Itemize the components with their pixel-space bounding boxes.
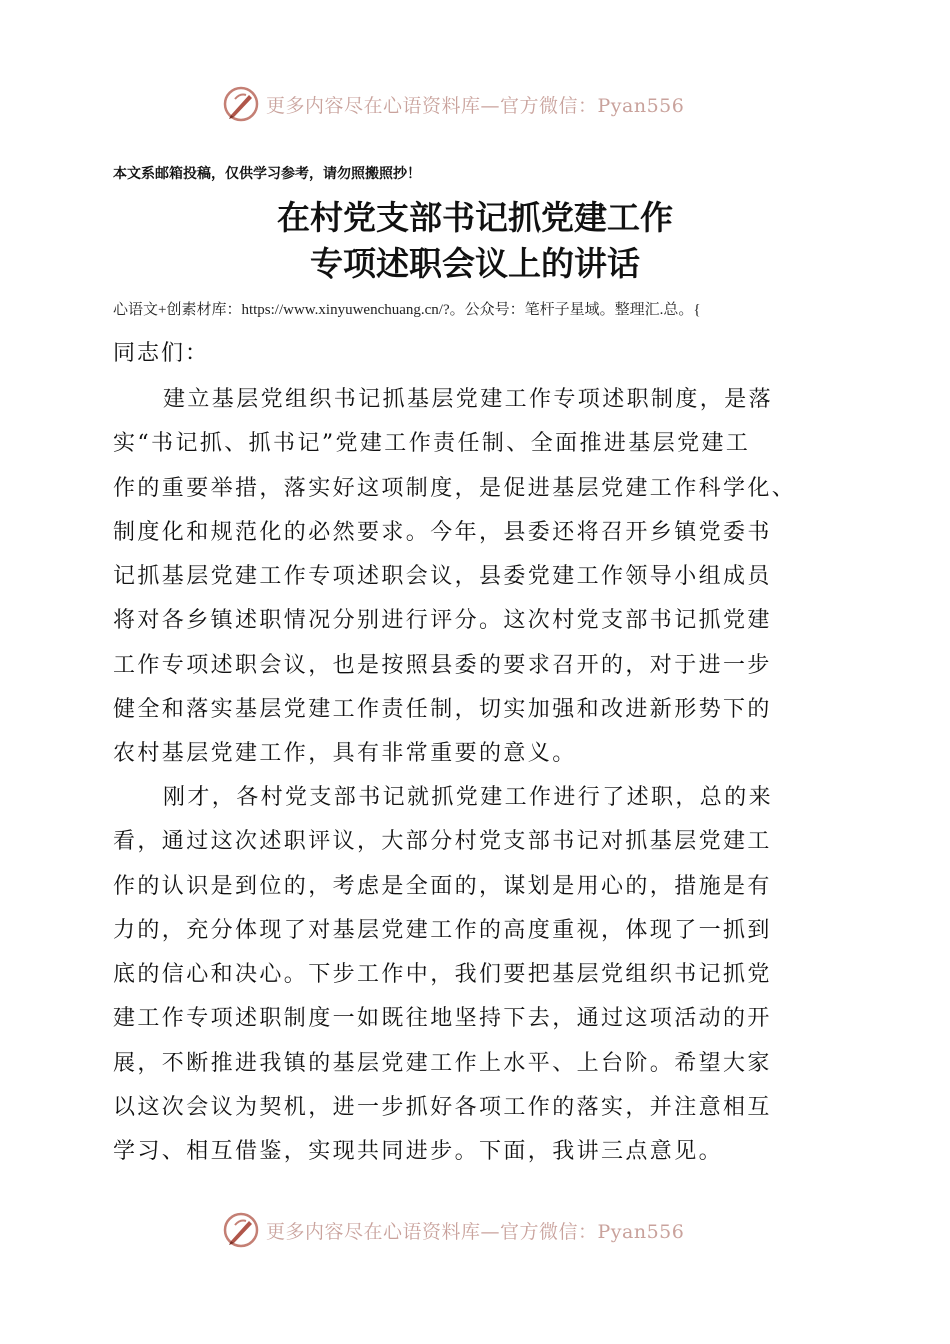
header-banner	[222, 84, 742, 124]
paragraph-line: 力的，充分体现了对基层党建工作的高度重视，体现了一抓到	[113, 917, 772, 943]
paragraph-line: 作的认识是到位的，考虑是全面的，谋划是用心的，措施是有	[113, 873, 772, 899]
paragraph-line: 建立基层党组织书记抓基层党建工作专项述职制度，是落	[163, 387, 774, 412]
paragraph-line: 以这次会议为契机，进一步抓好各项工作的落实，并注意相互	[113, 1095, 772, 1121]
paragraph-line: 健全和落实基层党建工作责任制，切实加强和改进新形势下的	[113, 697, 772, 723]
footer-banner	[222, 1210, 742, 1250]
pen-logo-icon	[222, 1211, 260, 1249]
footer-banner-text: 更多内容尽在心语资料库—官方微信：Pyan556	[266, 1220, 685, 1243]
paragraph-2	[113, 776, 833, 1175]
paragraph-1	[113, 378, 833, 777]
document-title-line-1: 在村党支部书记抓党建工作	[277, 198, 673, 237]
paragraph-line: 学习、相互借鉴，实现共同进步。下面，我讲三点意见。	[113, 1139, 724, 1165]
paragraph-line: 作的重要举措，落实好这项制度，是促进基层党建工作科学化、	[113, 475, 797, 501]
salutation: 同志们：	[113, 341, 210, 366]
paragraph-line: 刚才，各村党支部书记就抓党建工作进行了述职，总的来	[163, 785, 774, 810]
paragraph-line: 制度化和规范化的必然要求。今年，县委还将召开乡镇党委书	[113, 519, 772, 545]
paragraph-line: 农村基层党建工作，具有非常重要的意义。	[113, 741, 577, 767]
paragraph-line: 实“书记抓、抓书记”党建工作责任制、全面推进基层党建工	[113, 431, 751, 457]
paragraph-line: 看，通过这次述职评议，大部分村党支部书记对抓基层党建工	[113, 829, 772, 855]
paragraph-line: 工作专项述职会议，也是按照县委的要求召开的，对于进一步	[113, 652, 772, 678]
paragraph-line: 将对各乡镇述职情况分别进行评分。这次村党支部书记抓党建	[113, 608, 772, 634]
paragraph-line: 底的信心和决心。下步工作中，我们要把基层党组织书记抓党	[113, 962, 772, 988]
paragraph-line: 展，不断推进我镇的基层党建工作上水平、上台阶。希望大家	[113, 1050, 772, 1076]
header-banner-text: 更多内容尽在心语资料库—官方微信：Pyan556	[266, 94, 685, 117]
notice-text: 本文系邮箱投稿，仅供学习参考，请勿照搬照抄！	[113, 166, 421, 182]
pen-logo-icon	[222, 85, 260, 123]
document-title-line-2: 专项述职会议上的讲话	[310, 244, 640, 283]
paragraph-line: 建工作专项述职制度一如既往地坚持下去，通过这项活动的开	[113, 1006, 772, 1032]
paragraph-line: 记抓基层党建工作专项述职会议，县委党建工作领导小组成员	[113, 564, 772, 590]
source-line: 心语文+创素材库：https://www.xinyuwenchuang.cn/?。公众号：笔杆子星域。整理汇.总。{	[113, 302, 701, 318]
